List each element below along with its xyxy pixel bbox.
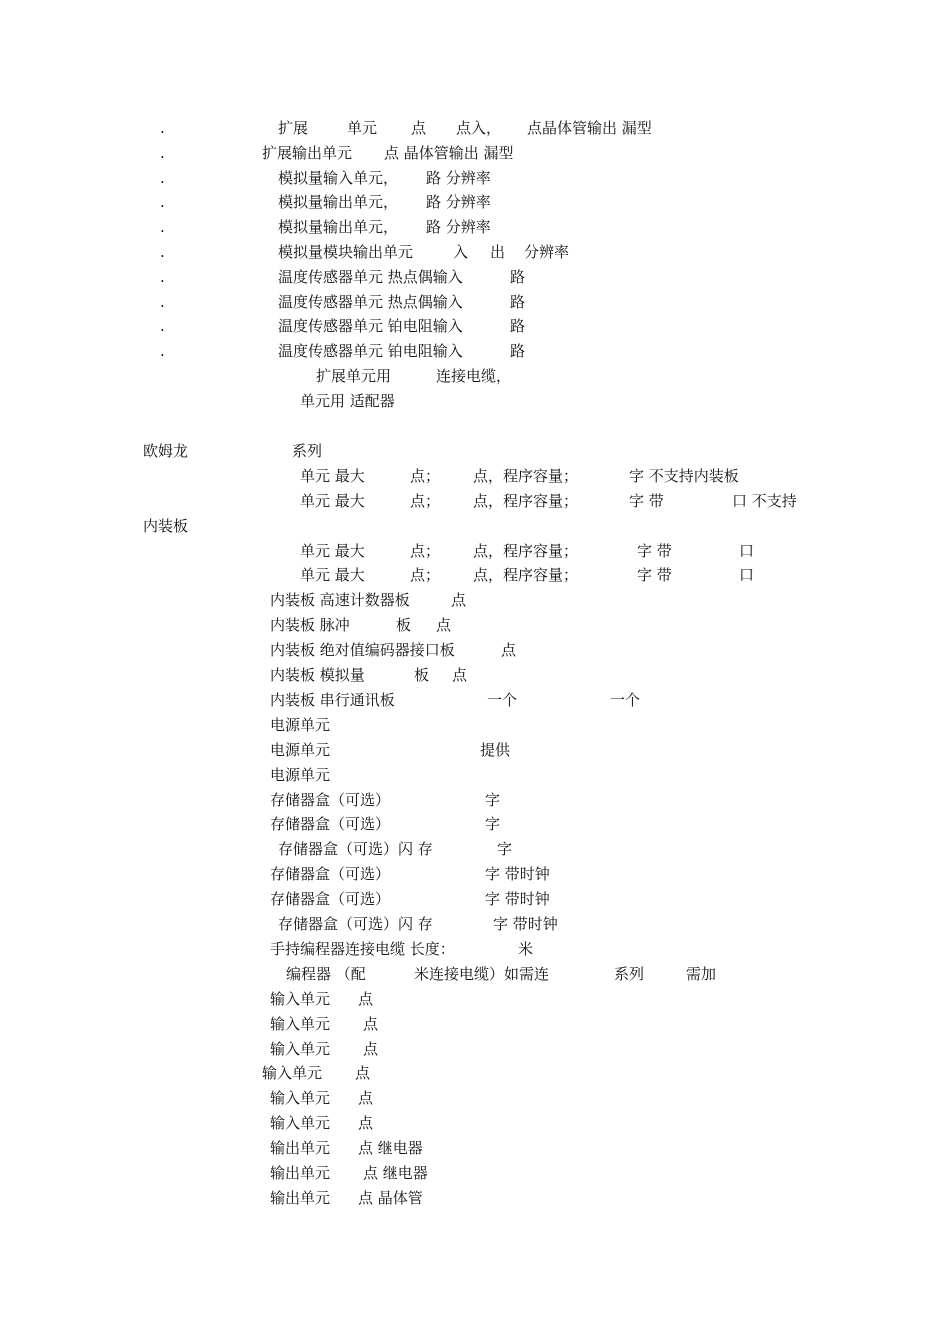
text-segment: 输入单元 (270, 1114, 331, 1132)
text-segment: 一个 (487, 691, 518, 709)
text-segment: 电源单元 (270, 716, 331, 734)
text-segment: 字 (485, 791, 501, 809)
text-segment: 点 (363, 1040, 379, 1058)
text-segment: 点，程序容量； (473, 542, 579, 560)
text-line (0, 366, 950, 386)
text-line (0, 267, 950, 287)
text-segment: 存储器盒（可选）闪 存 (278, 915, 433, 933)
text-line (0, 1163, 950, 1183)
text-line (0, 1063, 950, 1083)
text-segment: 扩展输出单元 (262, 144, 353, 162)
text-segment: 点 (363, 1015, 379, 1033)
text-line (0, 316, 950, 336)
text-line (0, 118, 950, 138)
text-segment: 点 (358, 990, 374, 1008)
text-segment: 内装板 高速计数器板 (270, 591, 410, 609)
text-segment: 字 带 (637, 566, 672, 584)
text-line (0, 864, 950, 884)
text-segment: 单元 最大 (300, 566, 365, 584)
text-segment: 存储器盒（可选）闪 存 (278, 840, 433, 858)
text-line (0, 466, 950, 486)
text-segment: 连接电缆， (436, 367, 512, 385)
text-segment: . (160, 243, 165, 261)
text-segment: 板 (396, 616, 412, 634)
text-segment: 点； (410, 542, 441, 560)
text-segment: 点 (451, 591, 467, 609)
text-line (0, 740, 950, 760)
text-line (0, 1138, 950, 1158)
text-segment: . (160, 119, 165, 137)
text-segment: 字 带时钟 (493, 915, 558, 933)
text-segment: 字 (497, 840, 513, 858)
text-segment: 点 (358, 1114, 374, 1132)
text-segment: 存储器盒（可选） (270, 815, 391, 833)
text-segment: 输入单元 (262, 1064, 323, 1082)
text-line (0, 565, 950, 585)
text-segment: 输出单元 (270, 1139, 331, 1157)
text-segment: 板 (414, 666, 430, 684)
text-line (0, 615, 950, 635)
text-segment: 点，程序容量； (473, 492, 579, 510)
text-segment: 单元 最大 (300, 467, 365, 485)
text-segment: 温度传感器单元 铂电阻输入 (278, 342, 463, 360)
text-line (0, 491, 950, 511)
text-segment: 点 (436, 616, 452, 634)
text-segment: 点 (501, 641, 517, 659)
text-segment: 需加 (686, 965, 717, 983)
text-segment: . (160, 218, 165, 236)
text-segment: 单元 最大 (300, 542, 365, 560)
text-segment: 内装板 脉冲 (270, 616, 350, 634)
text-segment: 点 (452, 666, 468, 684)
text-segment: 路 (510, 268, 526, 286)
text-line (0, 640, 950, 660)
text-segment: 路 (510, 293, 526, 311)
text-line (0, 143, 950, 163)
text-segment: 点 (411, 119, 427, 137)
text-line (0, 168, 950, 188)
text-line (0, 964, 950, 984)
text-segment: 米连接电缆）如需连 (414, 965, 550, 983)
text-segment: . (160, 144, 165, 162)
text-line (0, 665, 950, 685)
text-segment: . (160, 342, 165, 360)
text-segment: 输入单元 (270, 1015, 331, 1033)
text-segment: 路 分辨率 (426, 193, 491, 211)
text-segment: 出 (490, 243, 506, 261)
text-line (0, 839, 950, 859)
text-segment: 一个 (610, 691, 641, 709)
text-segment: 编程器 （配 (286, 965, 366, 983)
text-segment: 温度传感器单元 热点偶输入 (278, 293, 463, 311)
text-line (0, 217, 950, 237)
text-line (0, 292, 950, 312)
text-segment: 点 继电器 (363, 1164, 428, 1182)
text-line (0, 939, 950, 959)
text-segment: 电源单元 (270, 766, 331, 784)
text-segment: 系列 (292, 442, 323, 460)
text-segment: 字 带时钟 (485, 890, 550, 908)
text-line (0, 1088, 950, 1108)
text-line (0, 690, 950, 710)
text-segment: 单元 最大 (300, 492, 365, 510)
text-segment: 电源单元 (270, 741, 331, 759)
text-segment: 点，程序容量； (473, 566, 579, 584)
text-line (0, 192, 950, 212)
text-segment: 输入单元 (270, 1040, 331, 1058)
text-segment: 字 不支持内装板 (629, 467, 739, 485)
text-segment: 内装板 绝对值编码器接口板 (270, 641, 455, 659)
text-segment: 单元用 适配器 (300, 392, 395, 410)
text-line (0, 516, 950, 536)
text-segment: 路 (510, 342, 526, 360)
text-segment: 存储器盒（可选） (270, 865, 391, 883)
text-segment: 输入单元 (270, 990, 331, 1008)
text-line (0, 242, 950, 262)
text-line (0, 1014, 950, 1034)
text-line (0, 765, 950, 785)
text-segment: 存储器盒（可选） (270, 791, 391, 809)
text-segment: 温度传感器单元 铂电阻输入 (278, 317, 463, 335)
text-segment: 点晶体管输出 漏型 (527, 119, 652, 137)
text-segment: . (160, 169, 165, 187)
text-line (0, 814, 950, 834)
text-segment: 手持编程器连接电缆 长度： (270, 940, 455, 958)
text-line (0, 914, 950, 934)
text-segment: 模拟量输出单元， (278, 193, 399, 211)
text-segment: 点； (410, 566, 441, 584)
text-segment: 点 (355, 1064, 371, 1082)
text-segment: . (160, 293, 165, 311)
text-line (0, 590, 950, 610)
text-segment: 单元 (347, 119, 378, 137)
text-segment: 输出单元 (270, 1189, 331, 1207)
text-segment: 分辨率 (524, 243, 570, 261)
text-line (0, 989, 950, 1009)
text-segment: 扩展 (278, 119, 309, 137)
text-segment: . (160, 317, 165, 335)
text-segment: 入 (453, 243, 469, 261)
text-segment: 字 带 (637, 542, 672, 560)
text-segment: 点 晶体管 (358, 1189, 423, 1207)
text-segment: 内装板 (143, 517, 189, 535)
text-segment: 路 分辨率 (426, 218, 491, 236)
text-segment: 口 不支持 (732, 492, 797, 510)
text-segment: 点 继电器 (358, 1139, 423, 1157)
text-segment: 点入， (456, 119, 502, 137)
text-segment: 输入单元 (270, 1089, 331, 1107)
text-segment: 口 (739, 566, 755, 584)
text-segment: 字 带时钟 (485, 865, 550, 883)
text-segment: 字 带 (629, 492, 664, 510)
text-segment: 点； (410, 467, 441, 485)
text-line (0, 790, 950, 810)
text-segment: 路 (510, 317, 526, 335)
text-segment: 内装板 串行通讯板 (270, 691, 395, 709)
text-segment: 米 (518, 940, 534, 958)
text-segment: . (160, 268, 165, 286)
text-segment: 模拟量输入单元， (278, 169, 399, 187)
text-segment: 内装板 模拟量 (270, 666, 365, 684)
text-segment: . (160, 193, 165, 211)
text-segment: 路 分辨率 (426, 169, 491, 187)
text-segment: 输出单元 (270, 1164, 331, 1182)
text-line (0, 1113, 950, 1133)
text-segment: 点，程序容量； (473, 467, 579, 485)
text-segment: 存储器盒（可选） (270, 890, 391, 908)
text-line (0, 1039, 950, 1059)
text-segment: 欧姆龙 (143, 442, 189, 460)
text-segment: 提供 (480, 741, 511, 759)
text-segment: 点； (410, 492, 441, 510)
text-segment: 系列 (614, 965, 645, 983)
text-line (0, 889, 950, 909)
text-segment: 扩展单元用 (316, 367, 392, 385)
text-line (0, 341, 950, 361)
text-segment: 点 (358, 1089, 374, 1107)
text-segment: 口 (739, 542, 755, 560)
text-line (0, 391, 950, 411)
text-line (0, 541, 950, 561)
text-line (0, 441, 950, 461)
text-segment: 点 晶体管输出 漏型 (384, 144, 514, 162)
text-line (0, 715, 950, 735)
text-segment: 模拟量模块输出单元 (278, 243, 414, 261)
text-segment: 字 (485, 815, 501, 833)
text-segment: 模拟量输出单元， (278, 218, 399, 236)
text-segment: 温度传感器单元 热点偶输入 (278, 268, 463, 286)
text-line (0, 1188, 950, 1208)
